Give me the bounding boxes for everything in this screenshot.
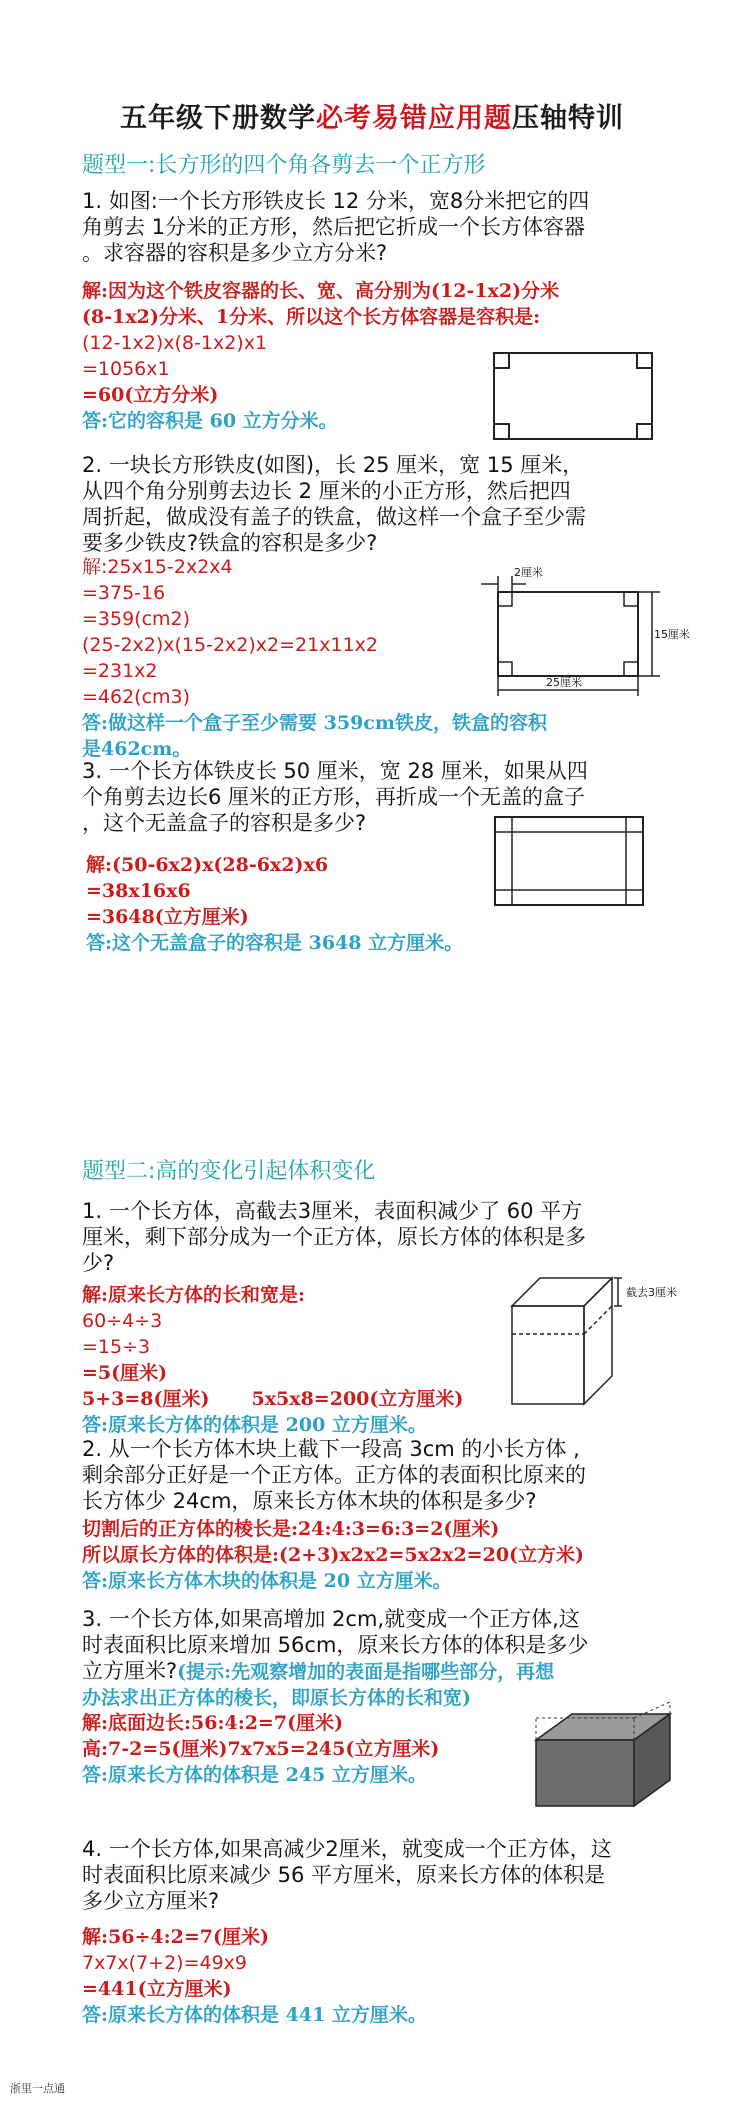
question-line: 1. 如图:一个长方形铁皮长 12 分米，宽8分米把它的四 (82, 189, 590, 213)
dimension-label-right: 15厘米 (654, 628, 690, 641)
hint-text: (提示:先观察增加的表面是指哪些部分，再想 (177, 1661, 555, 1683)
solution-line: (8-1x2)分米、1分米、所以这个长方体容器是容积是: (82, 306, 541, 328)
solution-line: 7x7x(7+2)=49x9 (82, 1952, 248, 1974)
solution-line: =231x2 (82, 660, 158, 682)
question-line: 3. 一个长方体,如果高增加 2cm,就变成一个正方体,这 (82, 1607, 580, 1631)
problem-2-4-solution (82, 1924, 427, 2028)
answer-line: 答:它的容积是 60 立方分米。 (82, 410, 338, 432)
problem-2-3-solution (82, 1710, 439, 1788)
solution-line: (12-1x2)x(8-1x2)x1 (82, 332, 268, 354)
solution-part-b: 5x5x8=200(立方厘米) (251, 1388, 464, 1410)
problem-2-4-question (82, 1836, 612, 1914)
title-part-3: 压轴特训 (512, 103, 624, 134)
question-line: 时表面积比原来增加 56cm，原来长方体的体积是多少 (82, 1633, 589, 1657)
solution-line: (25-2x2)x(15-2x2)x2=21x11x2 (82, 634, 378, 656)
section-heading-type2: 题型二:高的变化引起体积变化 (82, 1159, 376, 1184)
solution-line: =5(厘米) (82, 1362, 168, 1384)
problem-2-3-question (82, 1606, 588, 1711)
question-line: 要多少铁皮?铁盒的容积是多少? (82, 531, 378, 555)
solution-line: 解:因为这个铁皮容器的长、宽、高分别为(12-1x2)分米 (82, 280, 560, 302)
question-line: 2. 一块长方形铁皮(如图)，长 25 厘米，宽 15 厘米， (82, 453, 584, 477)
problem-1-3-solution (86, 852, 463, 956)
solution-line: =3648(立方厘米) (86, 906, 249, 928)
answer-line: 答:原来长方体的体积是 245 立方厘米。 (82, 1764, 427, 1786)
solution-line: 解:原来长方体的长和宽是: (82, 1284, 306, 1306)
problem-2-1-solution (82, 1282, 463, 1438)
cut-height-label: 截去3厘米 (626, 1286, 677, 1299)
solution-line: =359(cm2) (82, 608, 191, 630)
solution-part-a: 5+3=8(厘米) (82, 1388, 210, 1410)
solution-line: 解:底面边长:56:4:2=7(厘米) (82, 1712, 344, 1734)
solution-line: 解:25x15-2x2x4 (82, 556, 233, 578)
problem-2-2-question (82, 1436, 586, 1514)
solution-line: =60(立方分米) (82, 384, 219, 406)
box-net-figure-3 (494, 816, 644, 906)
question-line: 2. 从一个长方体木块上截下一段高 3cm 的小长方体 , (82, 1437, 580, 1461)
cube-figure (530, 1700, 680, 1812)
title-part-1: 五年级下册数学 (120, 103, 316, 134)
answer-line: 答:这个无盖盒子的容积是 3648 立方厘米。 (86, 932, 464, 954)
rectangle-corners-figure-1 (493, 352, 653, 440)
question-line: 1. 一个长方体，高截去3厘米，表面积减少了 60 平方 (82, 1199, 583, 1223)
question-line: ，这个无盖盒子的容积是多少? (82, 811, 367, 835)
question-line: 角剪去 1分米的正方形，然后把它折成一个长方体容器 (82, 215, 586, 239)
problem-1-1-question (82, 188, 589, 266)
section-heading-type1: 题型一:长方形的四个角各剪去一个正方形 (82, 153, 486, 178)
answer-line: 答:做这样一个盒子至少需要 359cm铁皮，铁盒的容积 (82, 712, 547, 734)
question-line: 剩余部分正好是一个正方体。正方体的表面积比原来的 (82, 1463, 586, 1487)
question-line: 周折起，做成没有盖子的铁盒，做这样一个盒子至少需 (82, 505, 586, 529)
hint-text: 办法求出正方体的棱长，即原长方体的长和宽) (82, 1687, 471, 1709)
cut-prism-figure (508, 1270, 684, 1410)
page-title (0, 96, 744, 135)
question-line: 少? (82, 1251, 115, 1275)
question-line: 3. 一个长方体铁皮长 50 厘米，宽 28 厘米，如果从四 (82, 759, 588, 783)
problem-2-2-solution (82, 1516, 584, 1594)
solution-line: 60÷4÷3 (82, 1310, 163, 1332)
answer-line: 答:原来长方体的体积是 441 立方厘米。 (82, 2004, 427, 2026)
solution-line: =15÷3 (82, 1336, 151, 1358)
question-line: 长方体少 24cm，原来长方体木块的体积是多少? (82, 1489, 537, 1513)
question-line: 厘米，剩下部分成为一个正方体，原长方体的体积是多 (82, 1225, 586, 1249)
solution-line: 高:7-2=5(厘米)7x7x5=245(立方厘米) (82, 1738, 440, 1760)
footer-watermark: 浙里一点通 (10, 2082, 65, 2095)
dimension-label-top: 2厘米 (514, 566, 543, 579)
problem-1-1-solution (82, 278, 559, 434)
solution-line: 所以原长方体的体积是:(2+3)x2x2=5x2x2=20(立方米) (82, 1544, 585, 1566)
dimension-label-bottom: 25厘米 (546, 676, 582, 689)
box-net-figure-2 (478, 562, 690, 700)
question-line: 4. 一个长方体,如果高减少2厘米，就变成一个正方体，这 (82, 1837, 612, 1861)
solution-line: =38x16x6 (86, 880, 191, 902)
question-line: 个角剪去边长6 厘米的正方形，再折成一个无盖的盒子 (82, 785, 586, 809)
problem-2-1-question (82, 1198, 586, 1276)
answer-line: 答:原来长方体的体积是 200 立方厘米。 (82, 1414, 427, 1436)
problem-1-2-question (82, 452, 586, 556)
question-line: 从四个角分别剪去边长 2 厘米的小正方形，然后把四 (82, 479, 571, 503)
question-line: 。求容器的容积是多少立方分米? (82, 241, 388, 265)
answer-line: 答:原来长方体木块的体积是 20 立方厘米。 (82, 1570, 452, 1592)
solution-line: =1056x1 (82, 358, 170, 380)
question-line: 立方厘米? (82, 1659, 178, 1683)
solution-line: =375-16 (82, 582, 166, 604)
question-line: 多少立方厘米? (82, 1889, 220, 1913)
question-line: 时表面积比原来减少 56 平方厘米，原来长方体的体积是 (82, 1863, 606, 1887)
solution-line: =462(cm3) (82, 686, 191, 708)
solution-line: 解:56÷4:2=7(厘米) (82, 1926, 269, 1948)
solution-line: 切割后的正方体的棱长是:24:4:3=6:3=2(厘米) (82, 1518, 500, 1540)
solution-line: 解:(50-6x2)x(28-6x2)x6 (86, 854, 329, 876)
answer-line: 是462cm。 (82, 738, 192, 760)
title-part-2: 必考易错应用题 (316, 103, 512, 134)
solution-line: =441(立方厘米) (82, 1978, 232, 2000)
